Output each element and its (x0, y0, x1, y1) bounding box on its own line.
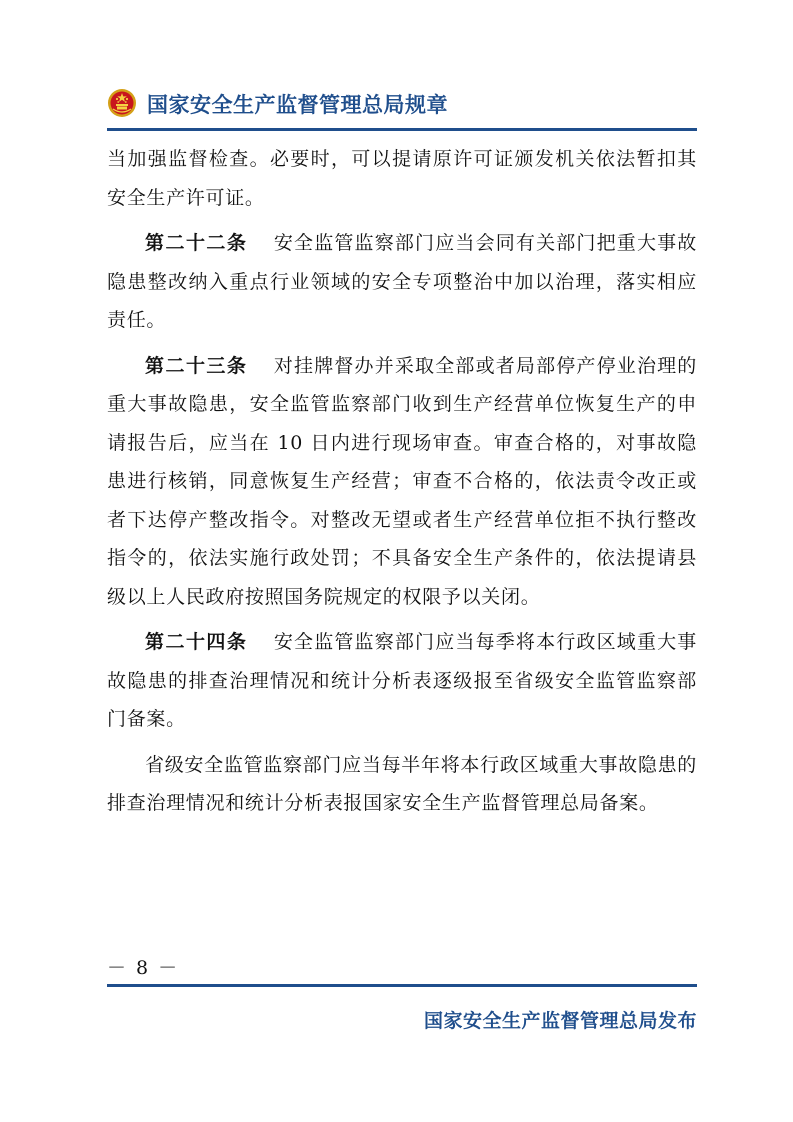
article-24 (107, 623, 697, 739)
page-header (107, 83, 697, 133)
paragraph-text: 省级安全监管监察部门应当每半年将本行政区域重大事故隐患的排查治理情况和统计分析表报国家安全生产监督管理总局备案。 (107, 753, 697, 814)
document-body (107, 140, 697, 830)
header-divider (107, 128, 697, 131)
page-number: － 8 － (107, 957, 180, 979)
article-number: 第二十四条 (145, 631, 248, 653)
header-title: 国家安全生产监督管理总局规章 (147, 93, 448, 117)
footer-divider (107, 984, 697, 987)
paragraph (107, 746, 697, 823)
article-23 (107, 347, 697, 617)
paragraph-text: 当加强监督检查。必要时，可以提请原许可证颁发机关依法暂扣其安全生产许可证。 (107, 148, 697, 209)
paragraph-text: 安全监管监察部门应当会同有关部门把重大事故隐患整改纳入重点行业领域的安全专项整治中加以治理，落实相应责任。 (107, 232, 697, 331)
paragraph-continuation (107, 140, 697, 217)
article-number: 第二十三条 (145, 354, 248, 377)
article-22 (107, 224, 697, 340)
paragraph-text: 对挂牌督办并采取全部或者局部停产停业治理的重大事故隐患，安全监管监察部门收到生产经营单位恢复生产的申请报告后，应当在 10 日内进行现场审查。审查合格的，对事故隐患进行核销，同意恢复生产经营；审查不合格的，依法责令改正或者下达停产整改指令。对整改无望或者生产经营单位拒不执行整改指令的，依法实施行政处罚；不具备安全生产条件的，依法提请县级以上人民政府按照国务院规定的权限予以关闭。 (107, 354, 697, 608)
national-emblem-icon (107, 88, 137, 118)
footer-publisher: 国家安全生产监督管理总局发布 (423, 1010, 697, 1032)
article-number: 第二十二条 (145, 232, 248, 254)
paragraph-text: 安全监管监察部门应当每季将本行政区域重大事故隐患的排查治理情况和统计分析表逐级报至省级安全监管监察部门备案。 (107, 631, 697, 730)
